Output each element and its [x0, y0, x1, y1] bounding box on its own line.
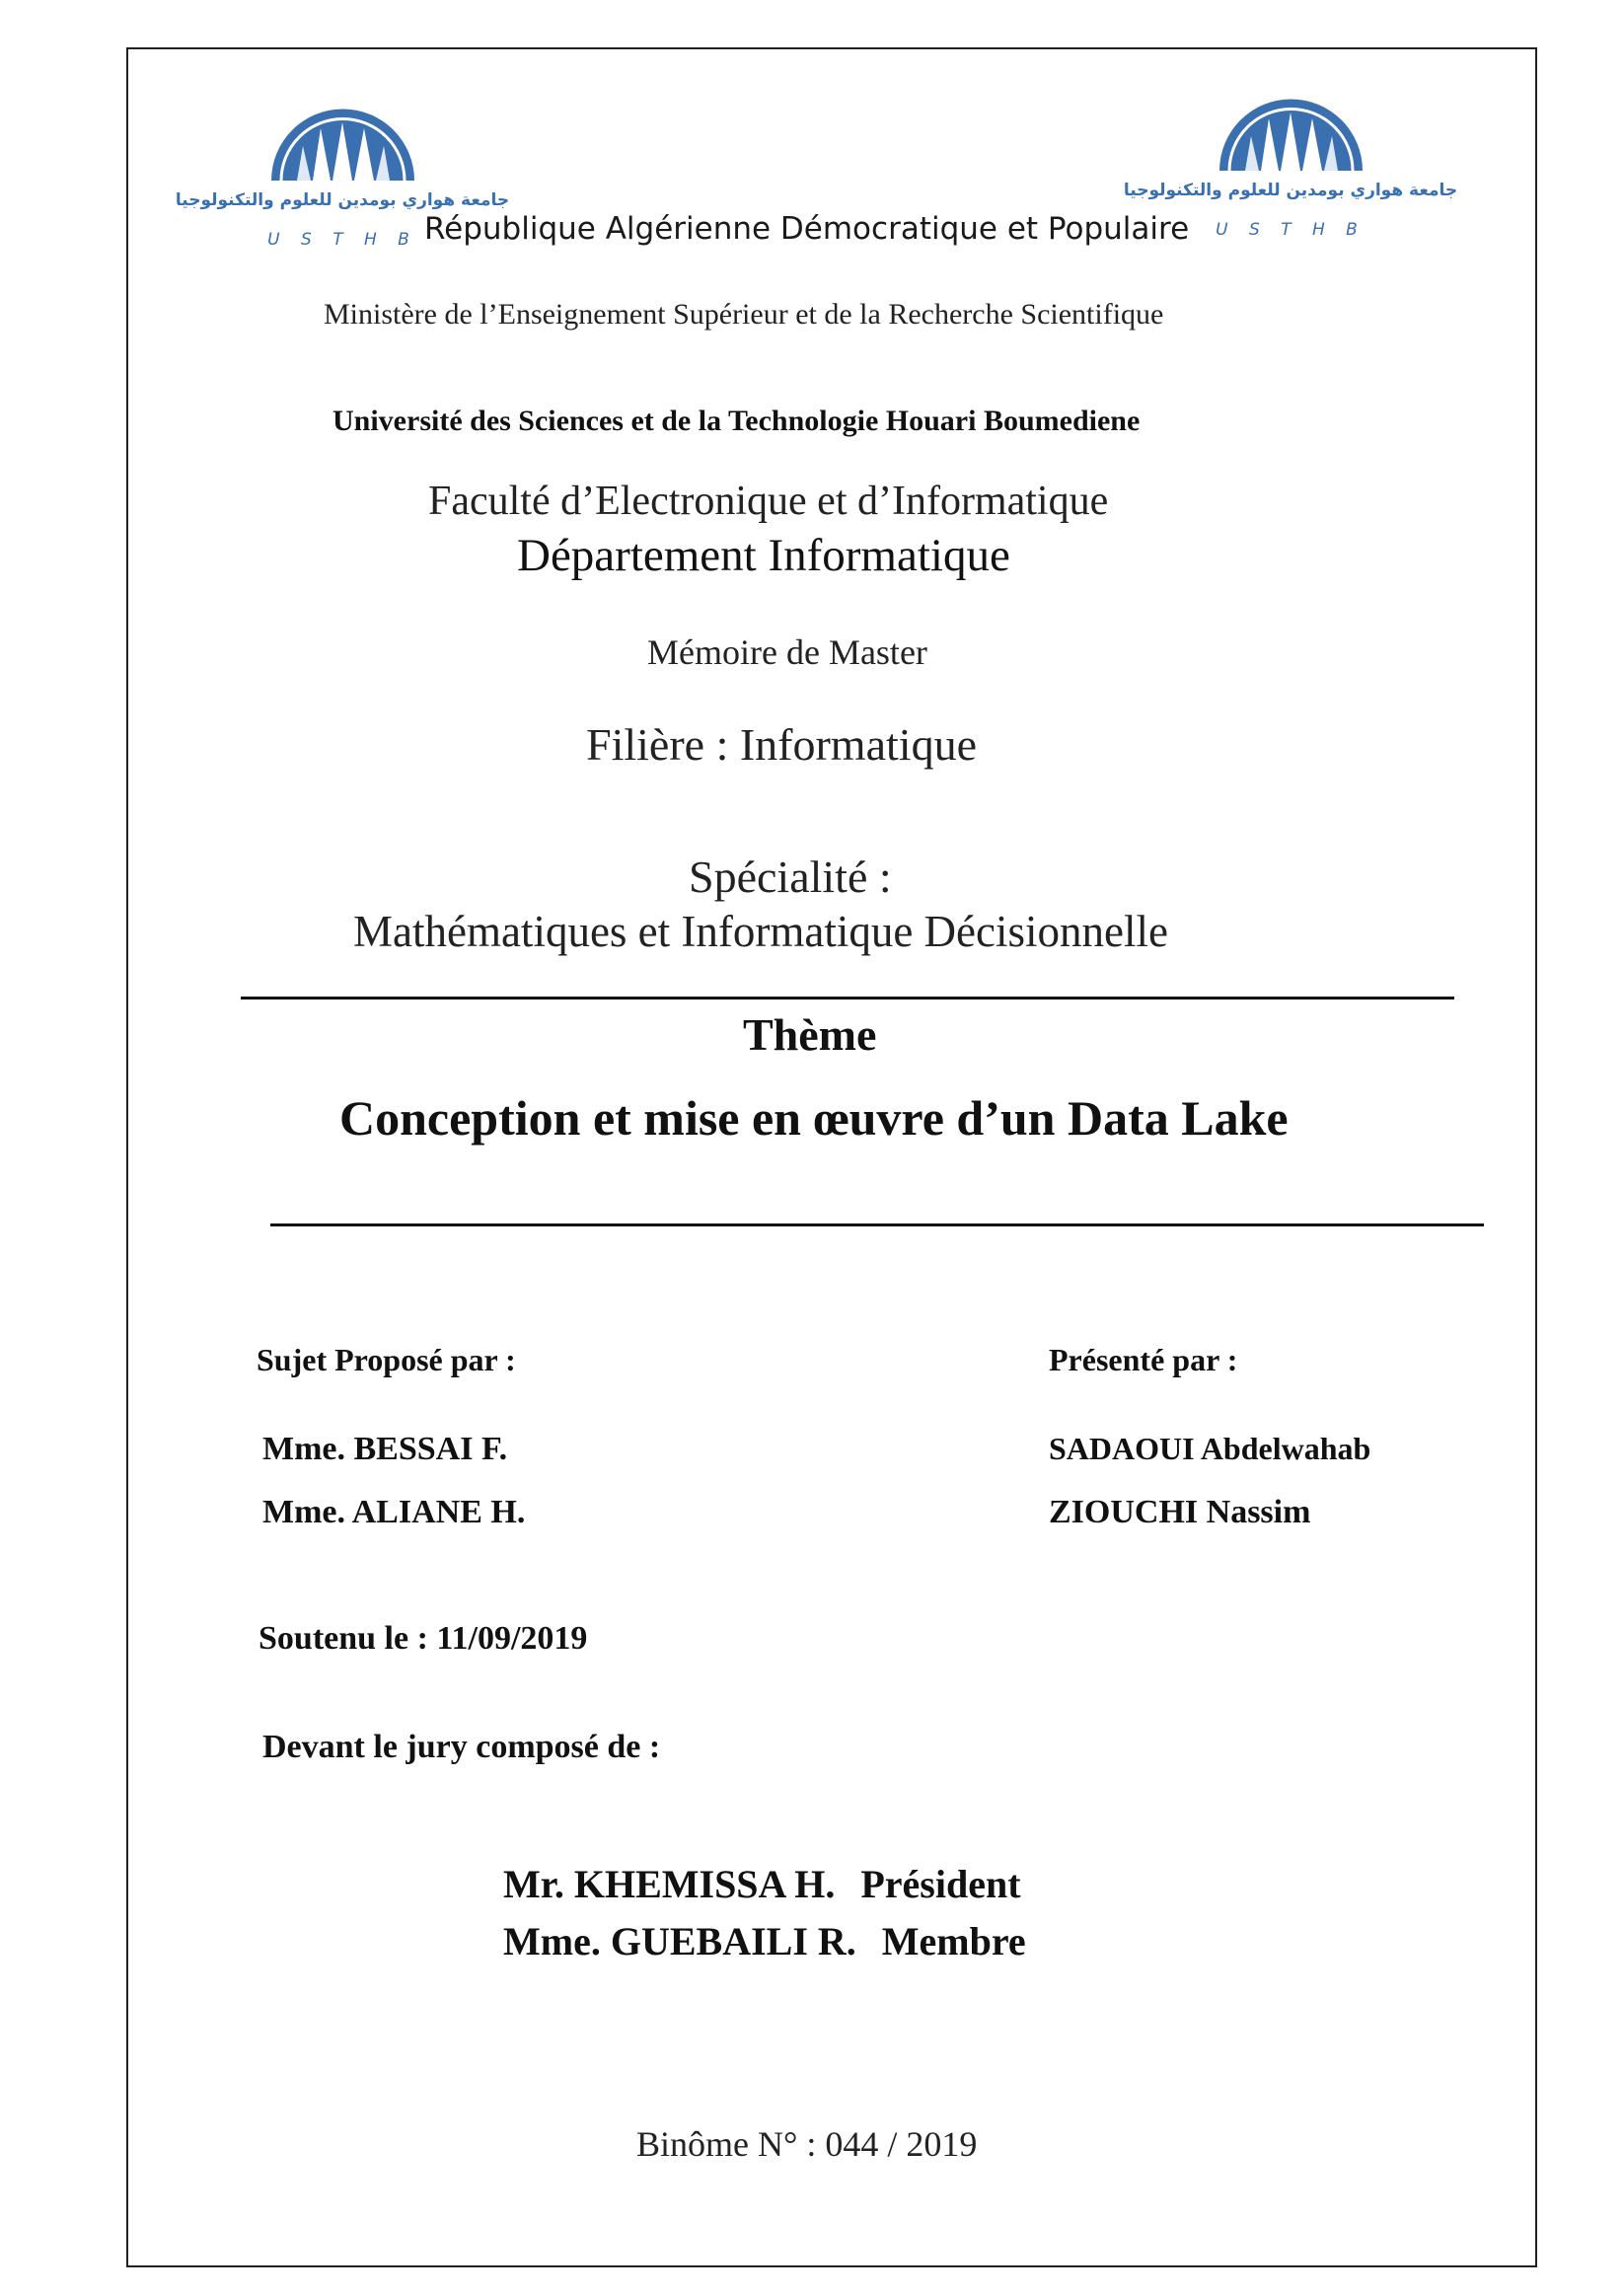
svg-text:U S T H B: U S T H B — [1216, 220, 1366, 240]
republique-heading: République Algérienne Démocratique et Populaire — [424, 211, 1190, 247]
ministere-heading: Ministère de l’Enseignement Supérieur et de la Recherche Scientifique — [324, 298, 1164, 331]
defense-date: Soutenu le : 11/09/2019 — [258, 1620, 588, 1657]
student-name: SADAOUI Abdelwahab — [1049, 1431, 1371, 1466]
supervisor-name: Mme. BESSAI F. — [262, 1431, 508, 1467]
specialite-label: Spécialité : — [689, 852, 892, 902]
svg-text:جامعة هواري بومدين للعلوم والت: جامعة هواري بومدين للعلوم والتكنولوجيا — [1123, 181, 1458, 200]
filiere: Filière : Informatique — [586, 719, 977, 770]
usthb-logo-left — [175, 107, 510, 255]
binome-number: Binôme N° : 044 / 2019 — [636, 2124, 978, 2164]
usthb-logo-icon — [175, 107, 510, 255]
jury-member-role: Membre — [881, 1919, 1026, 1963]
supervisor-name: Mme. ALIANE H. — [262, 1494, 526, 1530]
jury-member — [503, 1918, 1026, 1964]
svg-text:جامعة هواري بومدين للعلوم والت: جامعة هواري بومدين للعلوم والتكنولوجيا — [175, 190, 510, 210]
student-name: ZIOUCHI Nassim — [1049, 1494, 1311, 1530]
usthb-logo-right — [1123, 97, 1458, 245]
theme-label: Thème — [743, 1009, 877, 1060]
memoire-type: Mémoire de Master — [647, 632, 927, 672]
jury-member-name: Mr. KHEMISSA H. — [503, 1862, 836, 1906]
jury-member-name: Mme. GUEBAILI R. — [503, 1919, 856, 1963]
jury-member — [503, 1861, 1021, 1907]
departement-heading: Département Informatique — [517, 530, 1010, 581]
universite-heading: Université des Sciences et de la Technologie Houari Boumediene — [332, 405, 1141, 437]
jury-member-role: Président — [860, 1862, 1021, 1906]
usthb-logo-icon — [1123, 97, 1458, 245]
svg-text:U S T H B: U S T H B — [267, 230, 417, 250]
divider-top — [241, 997, 1454, 1000]
divider-bottom — [270, 1223, 1484, 1226]
sujet-propose-label: Sujet Proposé par : — [257, 1342, 516, 1377]
theme-title: Conception et mise en œuvre d’un Data Lake — [339, 1090, 1289, 1146]
presente-par-label: Présenté par : — [1049, 1342, 1238, 1377]
specialite-value: Mathématiques et Informatique Décisionnelle — [353, 907, 1168, 956]
faculte-heading: Faculté d’Electronique et d’Informatique — [428, 479, 1109, 524]
jury-label: Devant le jury composé de : — [262, 1729, 661, 1765]
